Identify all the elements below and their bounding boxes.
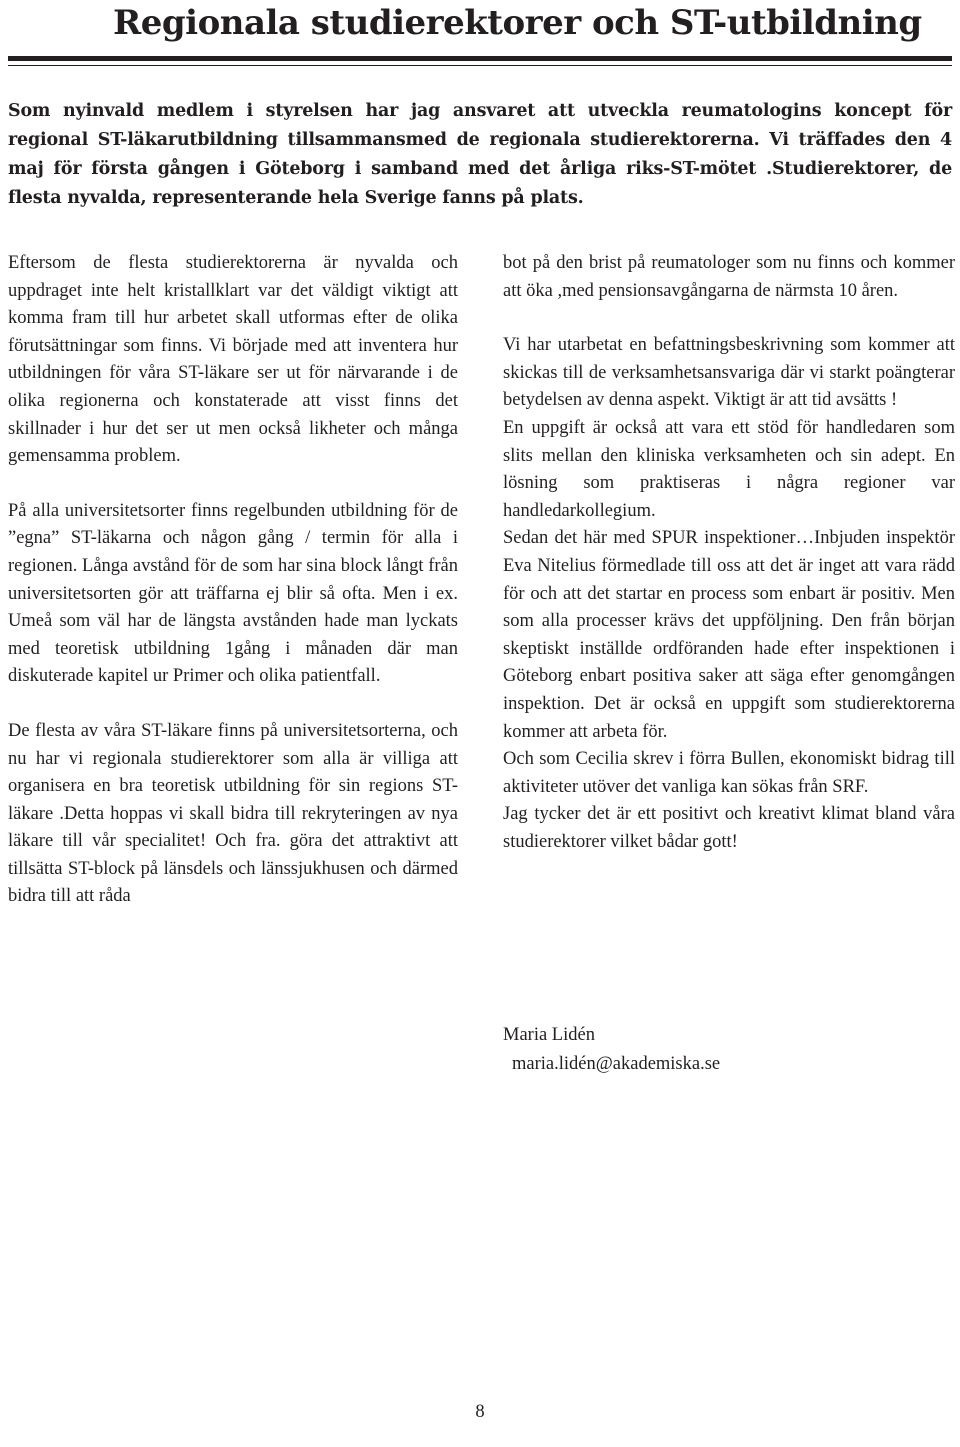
- title-rule-thin: [8, 65, 952, 66]
- right-paragraph-5: Och som Cecilia skrev i förra Bullen, ekonomiskt bidrag till aktiviteter utöver det vanliga kan sökas från SRF.: [503, 749, 955, 797]
- signature-block: [503, 1021, 720, 1079]
- right-column: [503, 250, 955, 856]
- author-name: Maria Lidén: [503, 1025, 595, 1045]
- left-column: [8, 250, 458, 911]
- right-paragraph-3: En uppgift är också att vara ett stöd för handledaren som slits mellan den kliniska verksamheten och sin adept. En lösning som praktiseras i några regioner var handledarkollegium.: [503, 417, 955, 521]
- left-paragraph-3: De flesta av våra ST-läkare finns på universitetsorterna, och nu har vi regionala studierektorer som alla är villiga att organisera en bra teoretisk utbildning för sin regions ST-läkare .Detta hoppas vi skall bidra till rekryteringen av nya läkare till vår specialitet! Och fra. göra det attraktivt att tillsätta ST-block på länsdels och länssjukhusen och därmed bidra till att råda: [8, 720, 458, 907]
- left-paragraph-2: På alla universitetsorter finns regelbunden utbildning för de ”egna” ST-läkarna och någon gång / termin för alla i regionen. Långa avstånd för de som har sina block långt från universitetsorten gör att träffarna ej blir så ofta. Men i ex. Umeå som väl har de längsta avstånden hade man lyckats med teoretisk utbildning 1gång i månaden där man diskuterade kapitel ur Primer och olika patientfall.: [8, 500, 458, 687]
- left-paragraph-1: Eftersom de flesta studierektorerna är nyvalda och uppdraget inte helt kristallklart var det väldigt viktigt att komma fram till hur arbetet skall utformas efter de olika förutsättningar som finns. Vi började med att inventera hur utbildningen för våra ST-läkare ser ut för närvarande i de olika regionerna och konstaterade att visst finns det skillnader i hur det ser ut men också likheter och många gemensamma problem.: [8, 253, 458, 467]
- title-rule-thick: [8, 56, 952, 61]
- author-email: maria.lidén@akademiska.se: [512, 1054, 721, 1074]
- article-title: Regionala studierektorer och ST-utbildning: [113, 3, 922, 43]
- right-paragraph-2: Vi har utarbetat en befattningsbeskrivning som kommer att skickas till de verksamhetsansvariga där vi starkt poängterar betydelsen av denna aspekt. Viktigt är att tid avsätts !: [503, 335, 955, 411]
- right-paragraph-6: Jag tycker det är ett positivt och kreativt klimat bland våra studierektorer vilket bådar gott!: [503, 804, 955, 852]
- page-number: 8: [475, 1402, 485, 1422]
- intro-paragraph: Som nyinvald medlem i styrelsen har jag ansvaret att utveckla reumatologins koncept för regional ST-läkarutbildning tillsammansmed de regionala studierektorerna. Vi träffades den 4 maj för första gången i Göteborg i samband med det årliga riks-ST-mötet .Studierektorer, de flesta nyvalda, representerande hela Sverige fanns på plats.: [8, 101, 952, 208]
- right-paragraph-4: Sedan det här med SPUR inspektioner…Inbjuden inspektör Eva Nitelius förmedlade till oss att det är inget att vara rädd för och att det startar en process som enbart är positiv. Men som alla processer krävs det uppföljning. Den från början skeptiskt inställde ordföranden hade efter inspektionen i Göteborg enbart positiva saker att säga efter genomgången inspektion. Det är också en uppgift som studierektorerna kommer att arbeta för.: [503, 528, 955, 742]
- right-paragraph-1: bot på den brist på reumatologer som nu finns och kommer att öka ,med pensionsavgångarna de närmsta 10 åren.: [503, 253, 955, 301]
